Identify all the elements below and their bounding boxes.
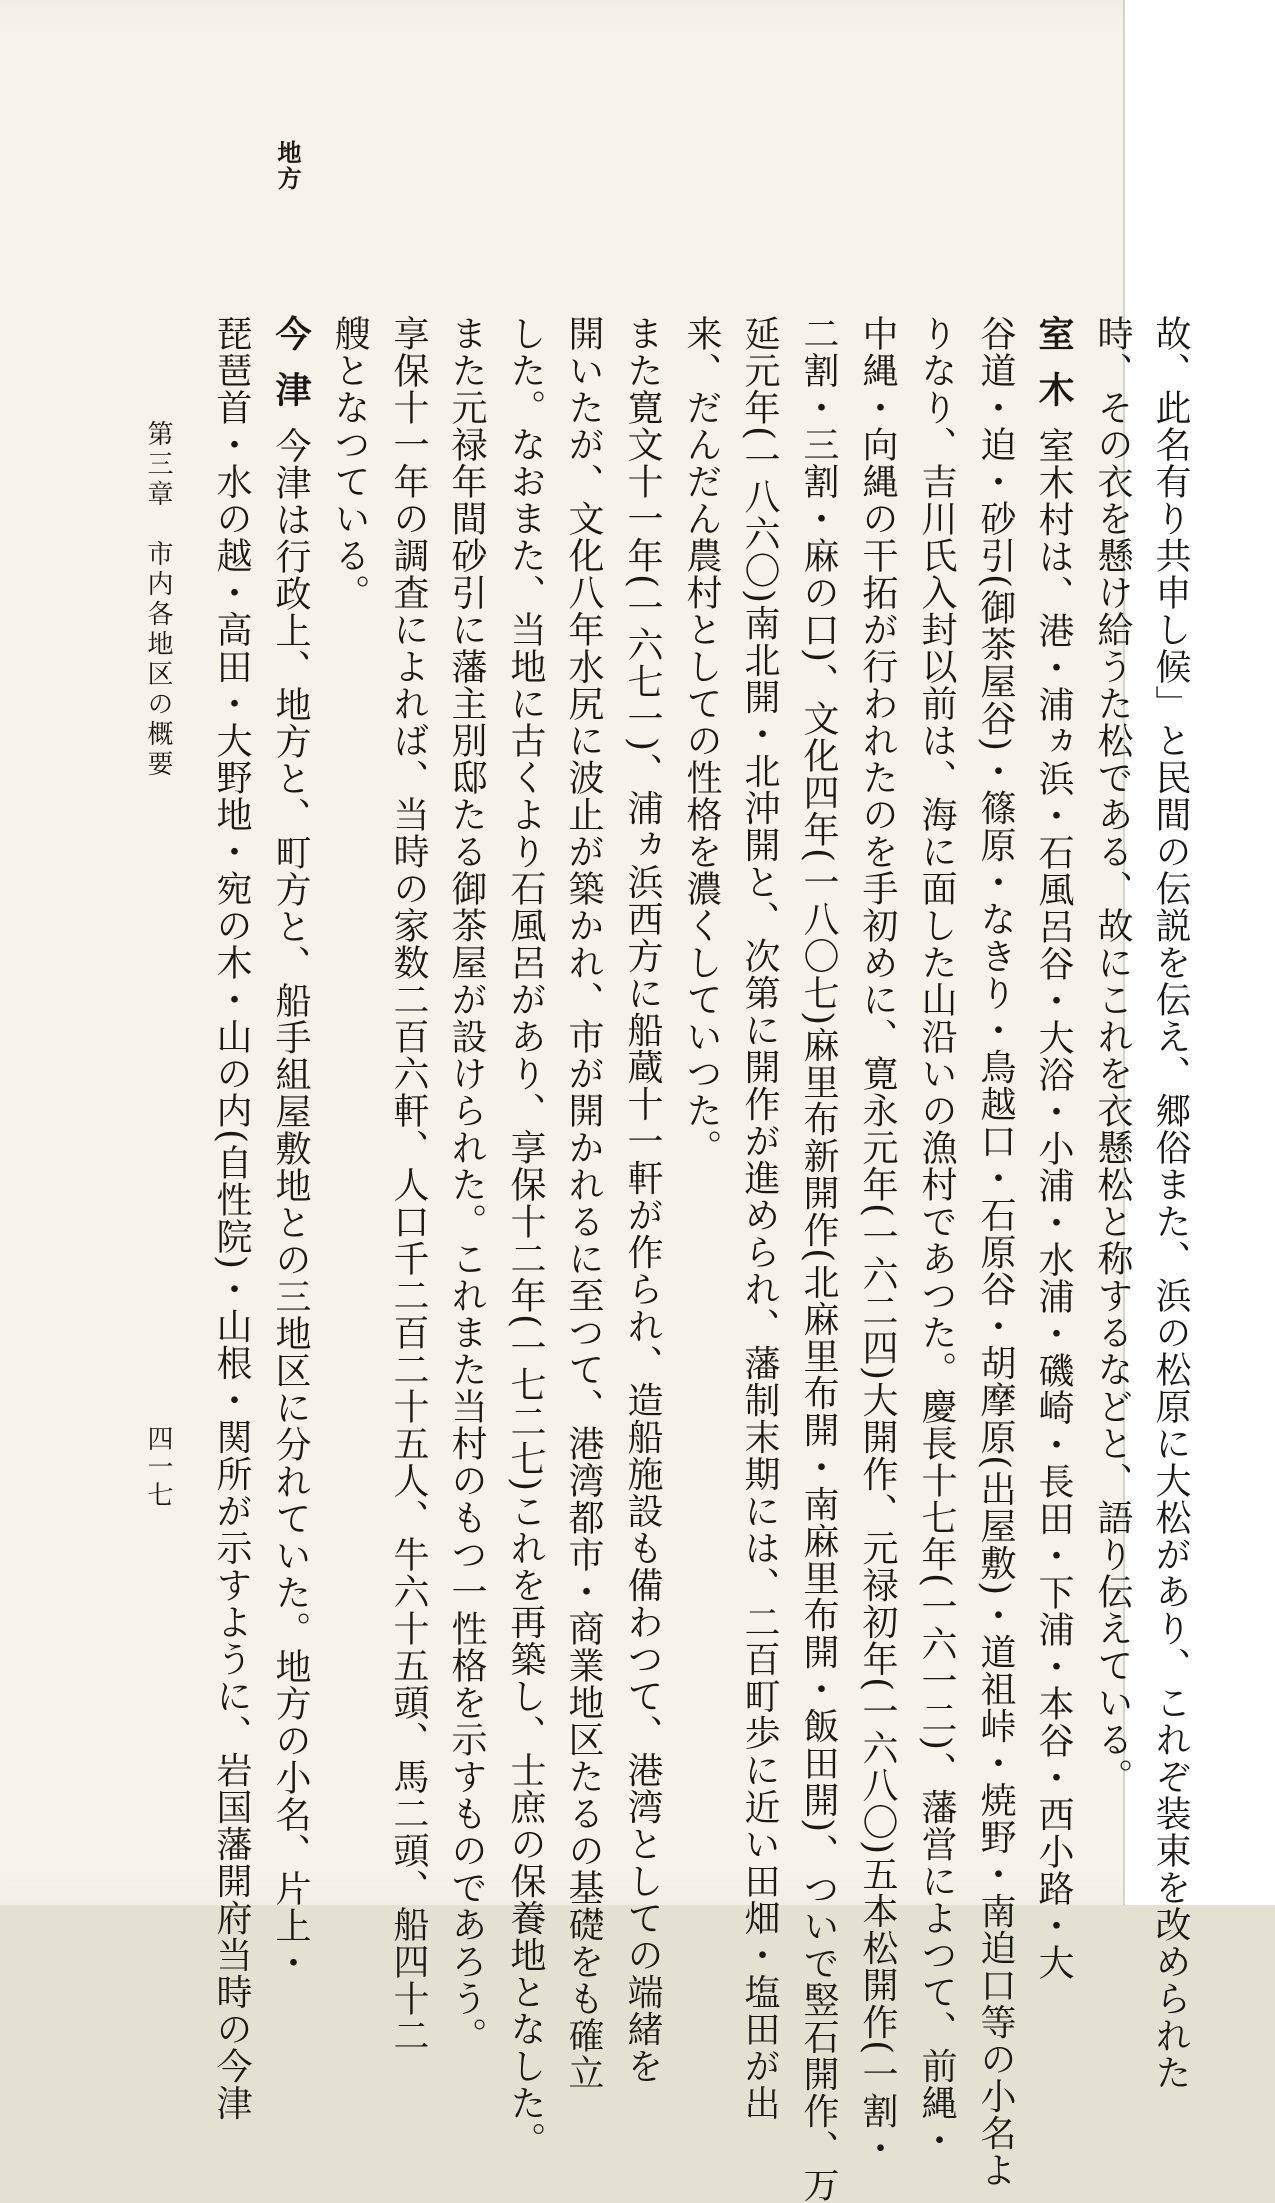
text-column-2: 時、その衣を懸け給うた松である、故にこれを衣懸松と称するなどと、語り伝えている。 xyxy=(1092,315,1133,1795)
section-heading-imazu: 今津 xyxy=(270,315,311,427)
section-imazu xyxy=(268,315,312,1981)
text-column-16: 今津は行政上、地方と、町方と、船手組屋敷地との三地区に分れていた。地方の小名、片上・ xyxy=(270,427,311,1981)
section-heading-muroki: 室木 xyxy=(1033,315,1074,427)
text-column-17: 琵琶首・水の越・高田・大野地・宛の木・山の内(自性院)・山根・関所が示すように、岩国藩開府当時の今津 xyxy=(211,315,252,2122)
text-column-10: また寛文十一年(一六七一)、浦ヵ浜西方に船蔵十一軒が作られ、造船施設も備わつて、港湾としての端緒を xyxy=(622,315,663,2085)
text-column-3: 室木村は、港・浦ヵ浜・石風呂谷・大浴・小浦・水浦・磯崎・長田・下浦・本谷・西小路・大 xyxy=(1033,427,1074,1981)
text-column-8: 延元年(一八六〇)南北開・北沖開と、次第に開作が進められ、藩制末期には、二百町歩に近い田畑・塩田が出 xyxy=(739,315,780,2122)
text-column-15: 艘となつている。 xyxy=(329,315,370,611)
text-column-14: 享保十一年の調査によれば、当時の家数二百六軒、人口千二百二十五人、牛六十五頭、馬二頭、船四十二 xyxy=(388,315,429,2054)
text-column-5: りなり、吉川氏入封以前は、海に面した山沿いの漁村であつた。慶長十七年(一六一二)、藩営によつて、前縄・ xyxy=(916,315,957,2159)
text-column-7: 二割・三割・麻の口)、文化四年(一八〇七)麻里布新開作(北麻里布開・南麻里布開・飯田開)、ついで竪石開作、万 xyxy=(798,315,839,2203)
page-number: 四一七 xyxy=(143,1425,173,1509)
text-column-12: した。なおまた、当地に古くより石風呂があり、享保十二年(一七二七)これを再築し、士庶の保養地となした。 xyxy=(505,315,546,2159)
text-column-13: また元禄年間砂引に藩主別邸たる御茶屋が設けられた。これまた当村のもつ一性格を示すものであろう。 xyxy=(446,315,487,2054)
chapter-footer: 第三章 市内各地区の概要 xyxy=(143,420,173,780)
text-column-4: 谷道・迫・砂引(御茶屋谷)・篠原・なきり・鳥越口・石原谷・胡摩原(出屋敷)・道祖峠・焼野・南迫口等の小名よ xyxy=(975,315,1016,2189)
section-muroki xyxy=(1031,315,1075,1981)
text-column-11: 開いたが、文化八年水尻に波止が築かれ、市が開かれるに至つて、港湾都市・商業地区たるの基礎をも確立 xyxy=(563,315,604,2091)
text-column-1: 故、此名有り共申し候」と民間の伝説を伝え、郷俗また、浜の松原に大松があり、これぞ装束を改められた xyxy=(1150,315,1191,2091)
text-column-9: 来、だんだん農村としての性格を濃くしていつた。 xyxy=(681,315,722,1166)
text-column-6: 中縄・向縄の干拓が行われたのを手初めに、寛永元年(一六二四)大開作、元禄初年(一六八〇)五本松開作(一割・ xyxy=(857,315,898,2167)
page-edge xyxy=(1123,0,1275,1905)
running-header: 地方 xyxy=(273,140,302,192)
